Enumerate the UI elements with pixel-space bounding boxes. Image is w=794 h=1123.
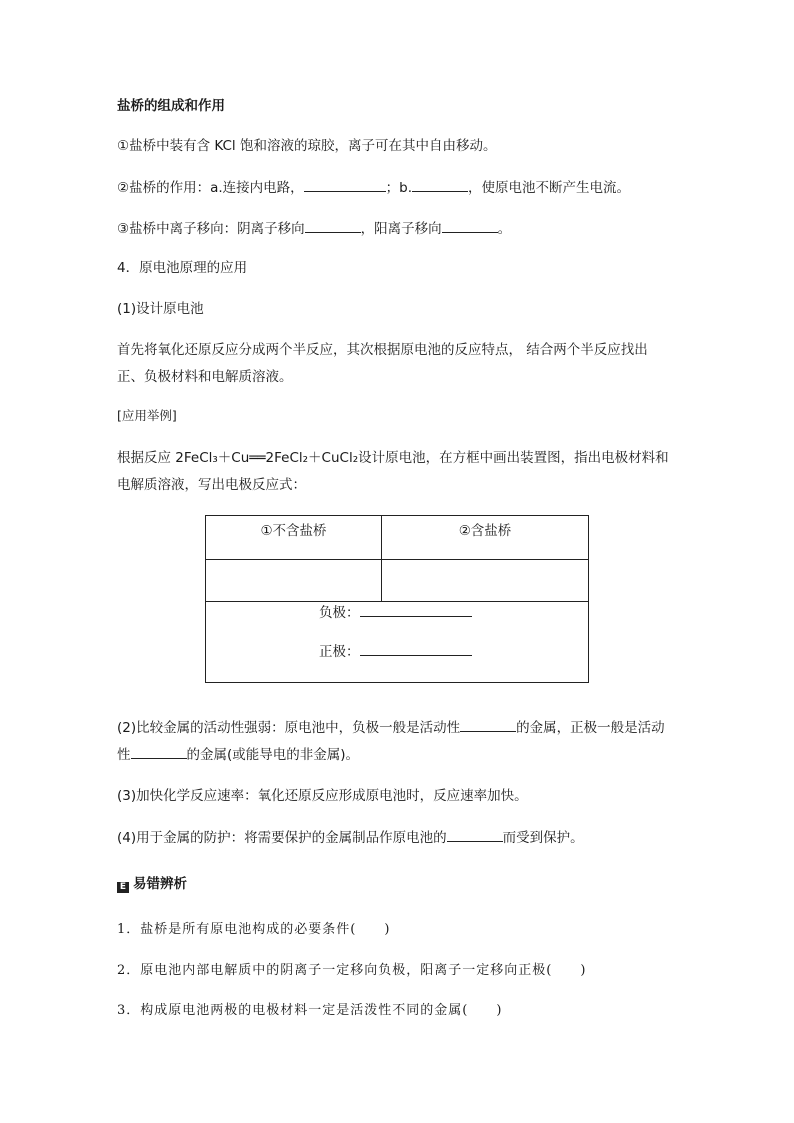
positive-label: 正极： (319, 644, 360, 660)
paragraph-design-line1: 首先将氧化还原反应分成两个半反应，其次根据原电池的反应特点， 结合两个半反应找出 (117, 342, 648, 358)
blank-line[interactable] (304, 178, 386, 192)
text-fragment: 的金属(或能导电的非金属)。 (186, 747, 360, 763)
text-fragment: ；b. (385, 180, 413, 196)
example-text-line1: 根据反应 2FeCl₃＋Cu══2FeCl₂＋CuCl₂设计原电池，在方框中画出装置图，指出电极材料和 (117, 450, 669, 466)
blank-line[interactable] (447, 828, 503, 842)
text-fragment: ③盐桥中离子移向：阴离子移向 (117, 221, 305, 237)
paragraph-salt-bridge-function (117, 178, 630, 197)
text-fragment: 的金属，正极一般是活动 (516, 720, 665, 736)
header-no-salt-bridge: ①不含盐桥 (206, 516, 382, 560)
example-tag: [应用举例] (117, 408, 177, 423)
text-fragment: (2)比较金属的活动性强弱：原电池中，负极一般是活动性 (117, 720, 461, 736)
paragraph-compare-line2 (117, 745, 359, 764)
negative-electrode-row (319, 601, 472, 621)
drawing-cell-with-salt-bridge[interactable] (382, 560, 589, 602)
text-fragment: ，阳离子移向 (360, 221, 442, 237)
error-analysis-title: 易错辨析 (133, 876, 187, 892)
blank-line[interactable] (131, 745, 187, 759)
header-with-salt-bridge: ②含盐桥 (382, 516, 589, 560)
paragraph-design-line2: 正、负极材料和电解质溶液。 (117, 369, 293, 385)
paragraph-accelerate: (3)加快化学反应速率：氧化还原反应形成原电池时，反应速率加快。 (117, 788, 528, 804)
section-title: 盐桥的组成和作用 (117, 98, 225, 114)
negative-blank[interactable] (360, 603, 472, 617)
subheading-design: (1)设计原电池 (117, 301, 204, 317)
list-item: 3．构成原电池两极的电极材料一定是活泼性不同的金属( ) (117, 1003, 503, 1018)
error-analysis-heading (117, 875, 187, 893)
paragraph-protection (117, 828, 584, 847)
positive-electrode-row (319, 640, 472, 660)
blank-line[interactable] (305, 219, 361, 233)
text-fragment: 性 (117, 747, 131, 763)
blank-line[interactable] (442, 219, 498, 233)
blank-line[interactable] (460, 718, 516, 732)
text-fragment: ，使原电池不断产生电流。 (468, 180, 631, 196)
blank-line[interactable] (412, 178, 468, 192)
text-fragment: 而受到保护。 (502, 830, 584, 846)
negative-label: 负极： (319, 605, 360, 621)
paragraph-ion-migration (117, 219, 511, 238)
list-item: 1．盐桥是所有原电池构成的必要条件( ) (117, 922, 391, 937)
text-fragment: 。 (497, 221, 512, 237)
paragraph-compare-line1 (117, 718, 665, 737)
text-fragment: ②盐桥的作用：a.连接内电路， (117, 180, 304, 196)
heading-application: 4．原电池原理的应用 (117, 260, 248, 276)
section-mark-icon: E (117, 882, 129, 893)
drawing-cell-no-salt-bridge[interactable] (206, 560, 382, 602)
paragraph-salt-bridge-content: ①盐桥中装有含 KCl 饱和溶液的琼胶，离子可在其中自由移动。 (117, 138, 497, 154)
example-text-line2: 电解质溶液，写出电极反应式： (117, 477, 306, 493)
list-item: 2．原电池内部电解质中的阴离子一定移向负极，阳离子一定移向正极( ) (117, 963, 587, 978)
positive-blank[interactable] (360, 642, 472, 656)
text-fragment: (4)用于金属的防护：将需要保护的金属制品作原电池的 (117, 830, 447, 846)
